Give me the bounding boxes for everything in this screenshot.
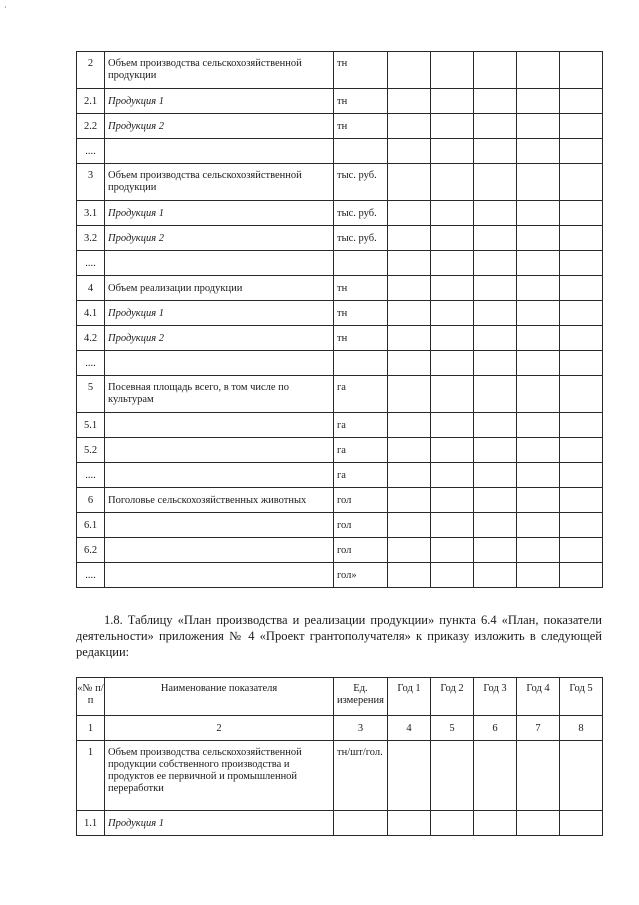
- value-cell: [474, 811, 517, 836]
- header-cell: Год 5: [560, 678, 603, 716]
- column-number: 4: [388, 716, 431, 741]
- row-number: 3.1: [77, 201, 105, 226]
- value-cell: [517, 251, 560, 276]
- header-cell: Год 1: [388, 678, 431, 716]
- row-name: Продукция 1: [105, 89, 334, 114]
- row-unit: гол: [334, 513, 388, 538]
- value-cell: [560, 251, 603, 276]
- value-cell: [517, 114, 560, 139]
- value-cell: [388, 351, 431, 376]
- value-cell: [517, 538, 560, 563]
- amendment-paragraph: 1.8. Таблицу «План производства и реализации продукции» пункта 6.4 «План, показатели деятельности» приложения № 4 «Проект грантополучателя» к приказу изложить в следующей редакции:: [76, 613, 602, 659]
- value-cell: [560, 276, 603, 301]
- value-cell: [474, 52, 517, 89]
- value-cell: [474, 563, 517, 588]
- value-cell: [474, 351, 517, 376]
- row-name: [105, 513, 334, 538]
- table-row: [77, 741, 603, 811]
- value-cell: [517, 226, 560, 251]
- value-cell: [431, 463, 474, 488]
- row-unit: [334, 351, 388, 376]
- row-number: ....: [77, 251, 105, 276]
- value-cell: [431, 276, 474, 301]
- row-name: [105, 438, 334, 463]
- row-number: 5: [77, 376, 105, 413]
- row-unit: га: [334, 413, 388, 438]
- value-cell: [388, 52, 431, 89]
- table-row: [77, 251, 603, 276]
- value-cell: [560, 741, 603, 811]
- row-number: 4.2: [77, 326, 105, 351]
- value-cell: [388, 538, 431, 563]
- value-cell: [431, 513, 474, 538]
- row-number: 5.2: [77, 438, 105, 463]
- row-number: 1.1: [77, 811, 105, 836]
- table-row: [77, 52, 603, 89]
- value-cell: [388, 89, 431, 114]
- value-cell: [474, 201, 517, 226]
- row-name: Продукция 1: [105, 301, 334, 326]
- value-cell: [517, 276, 560, 301]
- table-row: [77, 201, 603, 226]
- column-number: 6: [474, 716, 517, 741]
- row-unit: га: [334, 438, 388, 463]
- value-cell: [517, 52, 560, 89]
- column-number-row: [77, 716, 603, 741]
- row-name: [105, 139, 334, 164]
- value-cell: [431, 488, 474, 513]
- value-cell: [431, 226, 474, 251]
- table-row: [77, 438, 603, 463]
- row-name: Объем реализации продукции: [105, 276, 334, 301]
- value-cell: [431, 413, 474, 438]
- value-cell: [474, 251, 517, 276]
- header-cell: Год 2: [431, 678, 474, 716]
- value-cell: [388, 438, 431, 463]
- value-cell: [431, 563, 474, 588]
- value-cell: [560, 463, 603, 488]
- value-cell: [560, 326, 603, 351]
- value-cell: [474, 463, 517, 488]
- value-cell: [388, 326, 431, 351]
- value-cell: [560, 811, 603, 836]
- production-table-continued: [76, 51, 603, 588]
- value-cell: [560, 413, 603, 438]
- value-cell: [474, 139, 517, 164]
- row-number: ....: [77, 563, 105, 588]
- table-row: [77, 164, 603, 201]
- value-cell: [560, 164, 603, 201]
- row-number: 2.2: [77, 114, 105, 139]
- table-row: [77, 811, 603, 836]
- row-unit: [334, 139, 388, 164]
- value-cell: [517, 201, 560, 226]
- row-name: [105, 563, 334, 588]
- value-cell: [517, 326, 560, 351]
- row-name: [105, 351, 334, 376]
- row-name: Продукция 2: [105, 326, 334, 351]
- column-number: 3: [334, 716, 388, 741]
- value-cell: [474, 438, 517, 463]
- value-cell: [560, 488, 603, 513]
- row-number: 3: [77, 164, 105, 201]
- value-cell: [431, 351, 474, 376]
- value-cell: [517, 413, 560, 438]
- value-cell: [560, 114, 603, 139]
- production-plan-table: [76, 677, 603, 836]
- value-cell: [517, 513, 560, 538]
- header-cell: «№ п/п: [77, 678, 105, 716]
- table-row: [77, 276, 603, 301]
- value-cell: [474, 741, 517, 811]
- value-cell: [560, 513, 603, 538]
- row-number: ....: [77, 351, 105, 376]
- row-unit: [334, 251, 388, 276]
- row-unit: [334, 811, 388, 836]
- value-cell: [517, 301, 560, 326]
- value-cell: [388, 201, 431, 226]
- table-row: [77, 563, 603, 588]
- table-row: [77, 139, 603, 164]
- value-cell: [388, 301, 431, 326]
- value-cell: [388, 251, 431, 276]
- row-number: 2: [77, 52, 105, 89]
- row-unit: гол: [334, 488, 388, 513]
- row-number: 5.1: [77, 413, 105, 438]
- value-cell: [474, 413, 517, 438]
- value-cell: [474, 89, 517, 114]
- row-number: 3.2: [77, 226, 105, 251]
- row-number: 2.1: [77, 89, 105, 114]
- value-cell: [431, 326, 474, 351]
- table-row: [77, 301, 603, 326]
- value-cell: [474, 226, 517, 251]
- row-number: 6: [77, 488, 105, 513]
- row-unit: га: [334, 463, 388, 488]
- row-unit: гол»: [334, 563, 388, 588]
- table-row: [77, 513, 603, 538]
- value-cell: [431, 301, 474, 326]
- value-cell: [517, 488, 560, 513]
- row-name: [105, 413, 334, 438]
- value-cell: [517, 438, 560, 463]
- value-cell: [517, 351, 560, 376]
- value-cell: [517, 563, 560, 588]
- value-cell: [388, 513, 431, 538]
- value-cell: [474, 301, 517, 326]
- value-cell: [431, 251, 474, 276]
- value-cell: [388, 563, 431, 588]
- corner-mark: ·: [4, 3, 7, 12]
- value-cell: [388, 376, 431, 413]
- value-cell: [517, 376, 560, 413]
- row-name: Объем производства сельскохозяйственной продукции: [105, 164, 334, 201]
- value-cell: [474, 513, 517, 538]
- table-row: [77, 413, 603, 438]
- value-cell: [431, 376, 474, 413]
- value-cell: [474, 326, 517, 351]
- value-cell: [560, 438, 603, 463]
- row-number: 1: [77, 741, 105, 811]
- table-header-row: [77, 678, 603, 716]
- row-name: [105, 463, 334, 488]
- value-cell: [517, 811, 560, 836]
- value-cell: [560, 226, 603, 251]
- row-number: 4: [77, 276, 105, 301]
- value-cell: [560, 201, 603, 226]
- value-cell: [474, 276, 517, 301]
- table-row: [77, 226, 603, 251]
- value-cell: [431, 741, 474, 811]
- column-number: 1: [77, 716, 105, 741]
- row-unit: тн: [334, 276, 388, 301]
- row-unit: тн: [334, 326, 388, 351]
- row-name: Продукция 1: [105, 201, 334, 226]
- value-cell: [388, 276, 431, 301]
- value-cell: [517, 89, 560, 114]
- row-unit: тыс. руб.: [334, 164, 388, 201]
- value-cell: [431, 201, 474, 226]
- value-cell: [517, 139, 560, 164]
- value-cell: [474, 114, 517, 139]
- value-cell: [560, 139, 603, 164]
- value-cell: [560, 89, 603, 114]
- column-number: 7: [517, 716, 560, 741]
- value-cell: [388, 226, 431, 251]
- value-cell: [560, 52, 603, 89]
- row-name: Продукция 1: [105, 811, 334, 836]
- column-number: 8: [560, 716, 603, 741]
- row-name: Продукция 2: [105, 226, 334, 251]
- row-unit: тыс. руб.: [334, 201, 388, 226]
- value-cell: [560, 351, 603, 376]
- row-name: Посевная площадь всего, в том числе по культурам: [105, 376, 334, 413]
- value-cell: [431, 89, 474, 114]
- header-cell: Наименование показателя: [105, 678, 334, 716]
- table-row: [77, 89, 603, 114]
- value-cell: [431, 52, 474, 89]
- row-name: Продукция 2: [105, 114, 334, 139]
- value-cell: [388, 164, 431, 201]
- value-cell: [517, 463, 560, 488]
- row-number: 6.2: [77, 538, 105, 563]
- header-cell: Год 3: [474, 678, 517, 716]
- row-name: Объем производства сельскохозяйственной продукции: [105, 52, 334, 89]
- value-cell: [388, 488, 431, 513]
- value-cell: [388, 413, 431, 438]
- value-cell: [431, 114, 474, 139]
- table-row: [77, 376, 603, 413]
- value-cell: [474, 164, 517, 201]
- value-cell: [474, 376, 517, 413]
- column-number: 2: [105, 716, 334, 741]
- value-cell: [560, 538, 603, 563]
- value-cell: [517, 164, 560, 201]
- row-unit: тыс. руб.: [334, 226, 388, 251]
- row-number: 6.1: [77, 513, 105, 538]
- value-cell: [560, 563, 603, 588]
- value-cell: [431, 438, 474, 463]
- row-unit: тн/шт/гол.: [334, 741, 388, 811]
- value-cell: [517, 741, 560, 811]
- table-row: [77, 488, 603, 513]
- row-name: Поголовье сельскохозяйственных животных: [105, 488, 334, 513]
- table-row: [77, 463, 603, 488]
- table-row: [77, 326, 603, 351]
- row-number: ....: [77, 139, 105, 164]
- value-cell: [560, 301, 603, 326]
- value-cell: [431, 164, 474, 201]
- row-name: Объем производства сельскохозяйственной продукции собственного производства и продуктов ее первичной и промышленной переработки: [105, 741, 334, 811]
- value-cell: [388, 741, 431, 811]
- table-row: [77, 114, 603, 139]
- row-number: ....: [77, 463, 105, 488]
- row-unit: тн: [334, 301, 388, 326]
- row-name: [105, 538, 334, 563]
- value-cell: [431, 139, 474, 164]
- value-cell: [431, 811, 474, 836]
- row-name: [105, 251, 334, 276]
- row-unit: тн: [334, 89, 388, 114]
- value-cell: [388, 114, 431, 139]
- value-cell: [474, 538, 517, 563]
- table-row: [77, 538, 603, 563]
- row-unit: га: [334, 376, 388, 413]
- row-unit: тн: [334, 114, 388, 139]
- value-cell: [388, 139, 431, 164]
- table-row: [77, 351, 603, 376]
- header-cell: Ед. измерения: [334, 678, 388, 716]
- row-unit: тн: [334, 52, 388, 89]
- value-cell: [388, 811, 431, 836]
- row-unit: гол: [334, 538, 388, 563]
- header-cell: Год 4: [517, 678, 560, 716]
- value-cell: [474, 488, 517, 513]
- value-cell: [560, 376, 603, 413]
- column-number: 5: [431, 716, 474, 741]
- value-cell: [431, 538, 474, 563]
- row-number: 4.1: [77, 301, 105, 326]
- value-cell: [388, 463, 431, 488]
